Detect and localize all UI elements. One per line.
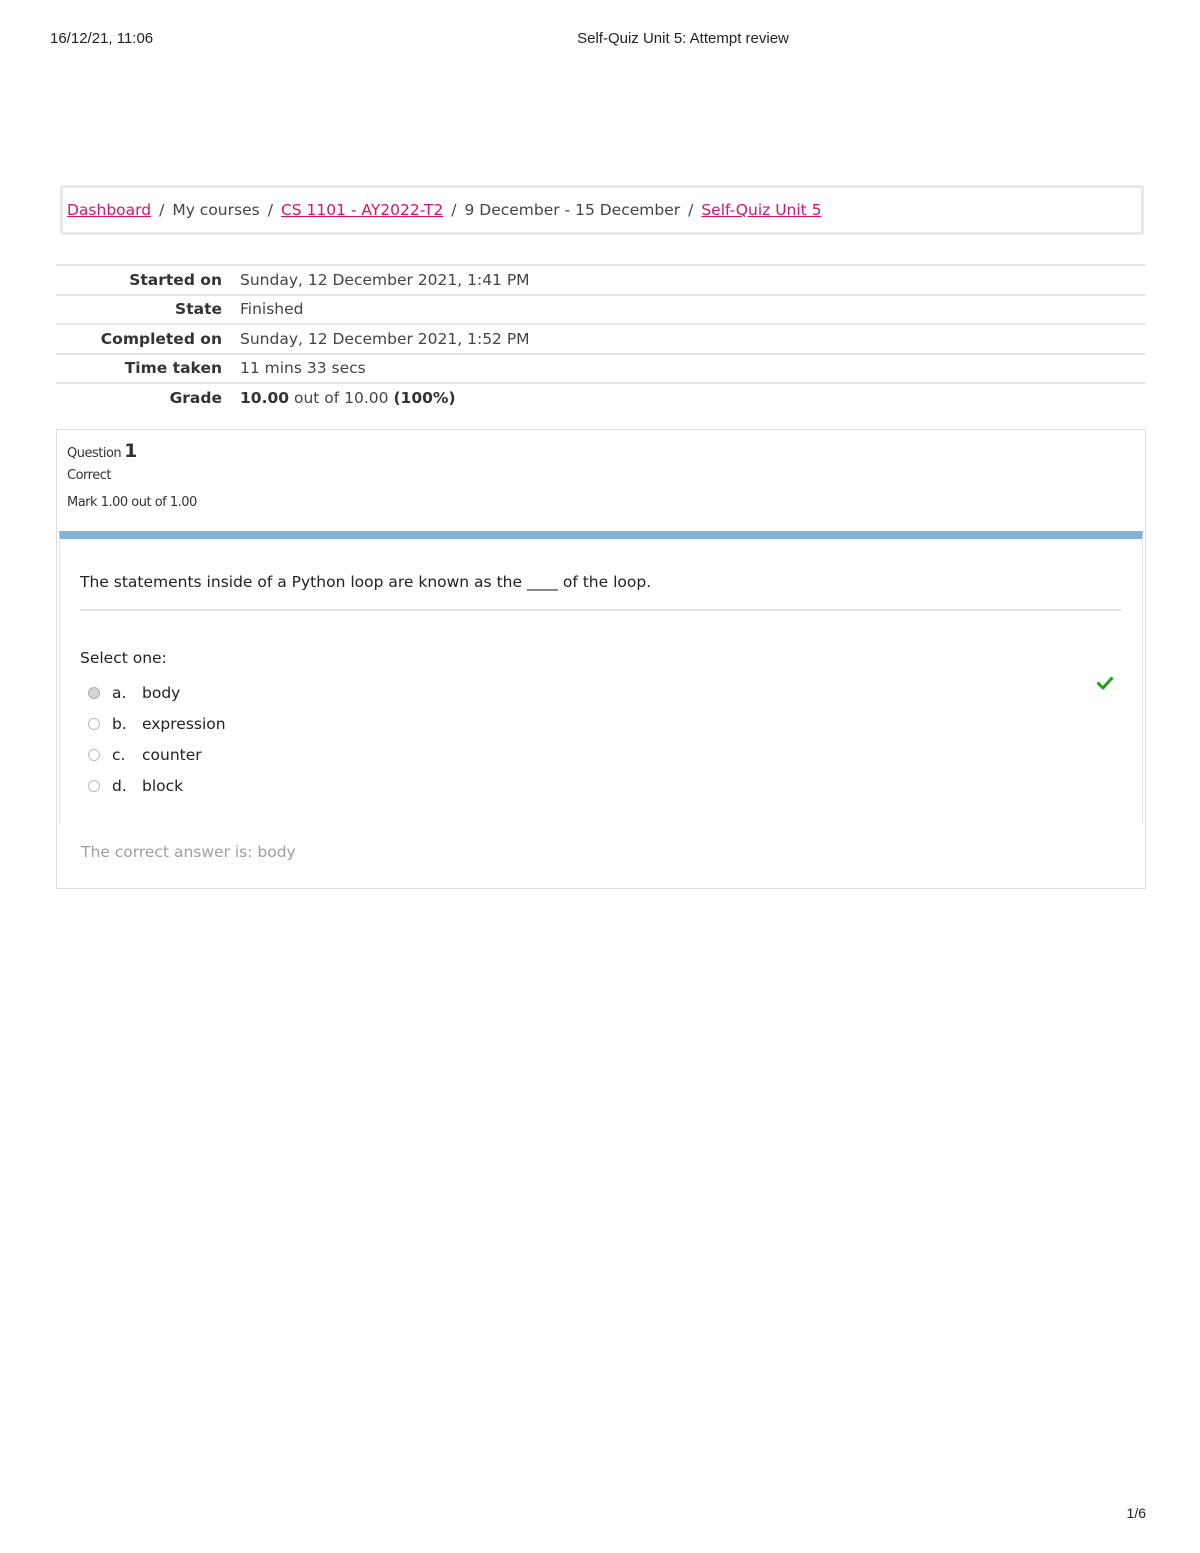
summary-value: 11 mins 33 secs: [240, 359, 366, 378]
summary-row-state: [56, 294, 1146, 324]
print-header: [0, 30, 1200, 50]
answer-text: block: [142, 776, 184, 795]
question-state: Correct: [67, 468, 111, 483]
summary-row-started: [56, 264, 1146, 294]
answer-option-a[interactable]: [88, 677, 226, 708]
summary-row-grade: [56, 382, 1146, 412]
question-mark: Mark 1.00 out of 1.00: [67, 495, 197, 510]
question-formulation: [59, 531, 1143, 824]
breadcrumb-my-courses: My courses: [172, 201, 260, 219]
check-icon: [1096, 674, 1114, 692]
print-title: Self-Quiz Unit 5: Attempt review: [577, 30, 789, 47]
attempt-summary-table: [56, 264, 1146, 412]
breadcrumb-dashboard[interactable]: Dashboard: [67, 201, 152, 219]
breadcrumb-course[interactable]: CS 1101 - AY2022-T2: [280, 201, 444, 219]
question-number-line: [67, 440, 197, 462]
answer-letter: d.: [112, 776, 127, 795]
question-label: Question: [67, 446, 122, 461]
breadcrumb-separator: /: [159, 201, 165, 219]
question-info: [67, 440, 197, 510]
answer-text: expression: [142, 714, 226, 733]
question-card: [56, 429, 1146, 889]
summary-row-time-taken: [56, 353, 1146, 383]
question-number: 1: [124, 440, 138, 462]
grade-percent: (100%): [393, 388, 456, 407]
answer-letter: b.: [112, 714, 127, 733]
summary-label: Completed on: [100, 329, 222, 348]
radio-selected[interactable]: [88, 687, 100, 699]
answer-letter: c.: [112, 745, 126, 764]
question-text: The statements inside of a Python loop are known as the ____ of the loop.: [80, 573, 1122, 611]
summary-label: Started on: [129, 270, 222, 289]
summary-value: Sunday, 12 December 2021, 1:52 PM: [240, 329, 530, 348]
answer-options: [88, 677, 226, 801]
summary-row-completed: [56, 323, 1146, 353]
answer-text: counter: [142, 745, 202, 764]
answer-letter: a.: [112, 683, 127, 702]
answer-text: body: [142, 683, 181, 702]
answer-option-c[interactable]: [88, 739, 226, 770]
grade-out-of: out of 10.00: [293, 388, 389, 407]
breadcrumb-separator: /: [451, 201, 457, 219]
breadcrumb-week: 9 December - 15 December: [464, 201, 681, 219]
breadcrumb-separator: /: [688, 201, 694, 219]
select-one-prompt: Select one:: [80, 649, 167, 667]
grade-score: 10.00: [240, 388, 290, 407]
radio-unselected[interactable]: [88, 749, 100, 761]
page-number: 1/6: [1126, 1505, 1146, 1521]
grade-value: [240, 389, 456, 407]
breadcrumb: [60, 185, 1144, 235]
radio-unselected[interactable]: [88, 718, 100, 730]
answer-option-d[interactable]: [88, 770, 226, 801]
correct-answer-feedback: The correct answer is: body: [81, 843, 296, 861]
print-date: 16/12/21, 11:06: [50, 30, 154, 47]
summary-label: Grade: [169, 388, 222, 407]
summary-label: Time taken: [124, 359, 222, 378]
summary-value: Sunday, 12 December 2021, 1:41 PM: [240, 270, 530, 289]
breadcrumb-quiz[interactable]: Self-Quiz Unit 5: [701, 201, 822, 219]
summary-label: State: [175, 300, 222, 319]
summary-value: Finished: [240, 300, 304, 319]
answer-option-b[interactable]: [88, 708, 226, 739]
breadcrumb-separator: /: [267, 201, 273, 219]
radio-unselected[interactable]: [88, 780, 100, 792]
